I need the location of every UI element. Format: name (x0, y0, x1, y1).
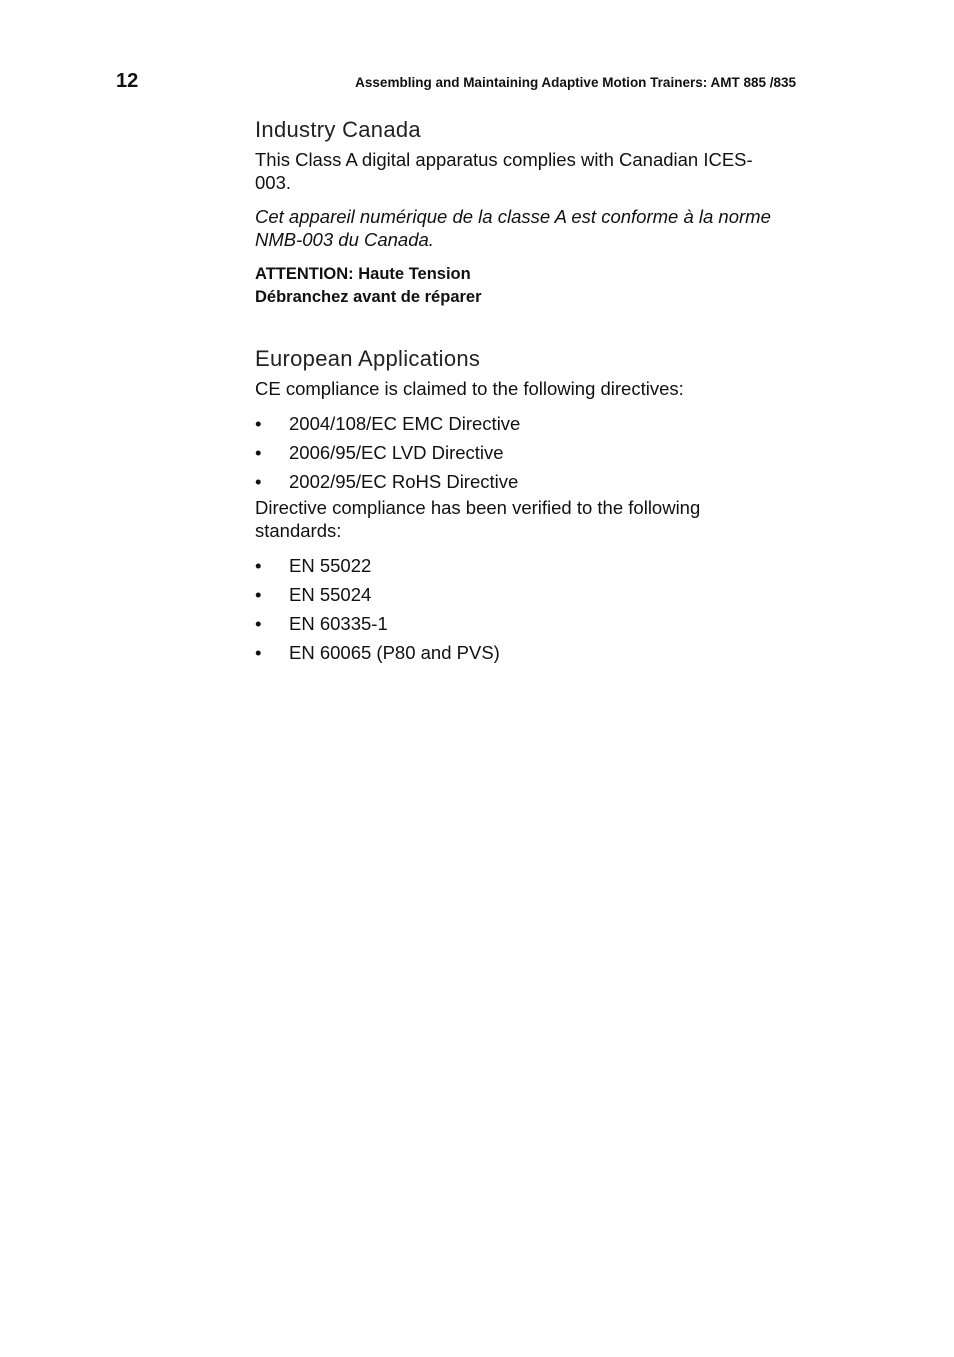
ices-statement: This Class A digital apparatus complies with Canadian ICES-003. (255, 149, 753, 193)
nmb-statement-french: Cet appareil numérique de la classe A est conforme à la norme NMB-003 du Canada. (255, 206, 771, 250)
bullet-icon: • (255, 442, 262, 463)
directive-text: 2006/95/EC LVD Directive (289, 442, 504, 463)
bullet-icon: • (255, 471, 262, 492)
list-item (255, 580, 785, 609)
standard-text: EN 60065 (P80 and PVS) (289, 642, 500, 663)
directives-list (255, 409, 785, 496)
list-item (255, 438, 785, 467)
european-applications-heading: European Applications (255, 346, 481, 371)
european-applications-section (255, 345, 785, 667)
page-content (255, 116, 785, 667)
warning-line-2: Débranchez avant de réparer (255, 288, 482, 306)
bullet-icon: • (255, 413, 262, 434)
bullet-icon: • (255, 642, 262, 663)
standards-intro: Directive compliance has been verified to the following standards: (255, 497, 701, 541)
standards-list (255, 551, 785, 667)
bullet-icon: • (255, 555, 262, 576)
list-item (255, 467, 785, 496)
list-item (255, 409, 785, 438)
industry-canada-section (255, 116, 785, 309)
standard-text: EN 55022 (289, 555, 372, 576)
list-item (255, 551, 785, 580)
warning-line-1: ATTENTION: Haute Tension (255, 265, 471, 283)
industry-canada-heading: Industry Canada (255, 117, 421, 142)
directive-text: 2002/95/EC RoHS Directive (289, 471, 519, 492)
list-item (255, 638, 785, 667)
page-number: 12 (116, 70, 139, 92)
list-item (255, 609, 785, 638)
directive-text: 2004/108/EC EMC Directive (289, 413, 521, 434)
bullet-icon: • (255, 584, 262, 605)
running-header: Assembling and Maintaining Adaptive Motion Trainers: AMT 885 /835 (355, 75, 796, 90)
standard-text: EN 55024 (289, 584, 372, 605)
bullet-icon: • (255, 613, 262, 634)
high-voltage-warning (255, 263, 785, 309)
standard-text: EN 60335-1 (289, 613, 388, 634)
ce-compliance-intro: CE compliance is claimed to the following directives: (255, 378, 684, 399)
